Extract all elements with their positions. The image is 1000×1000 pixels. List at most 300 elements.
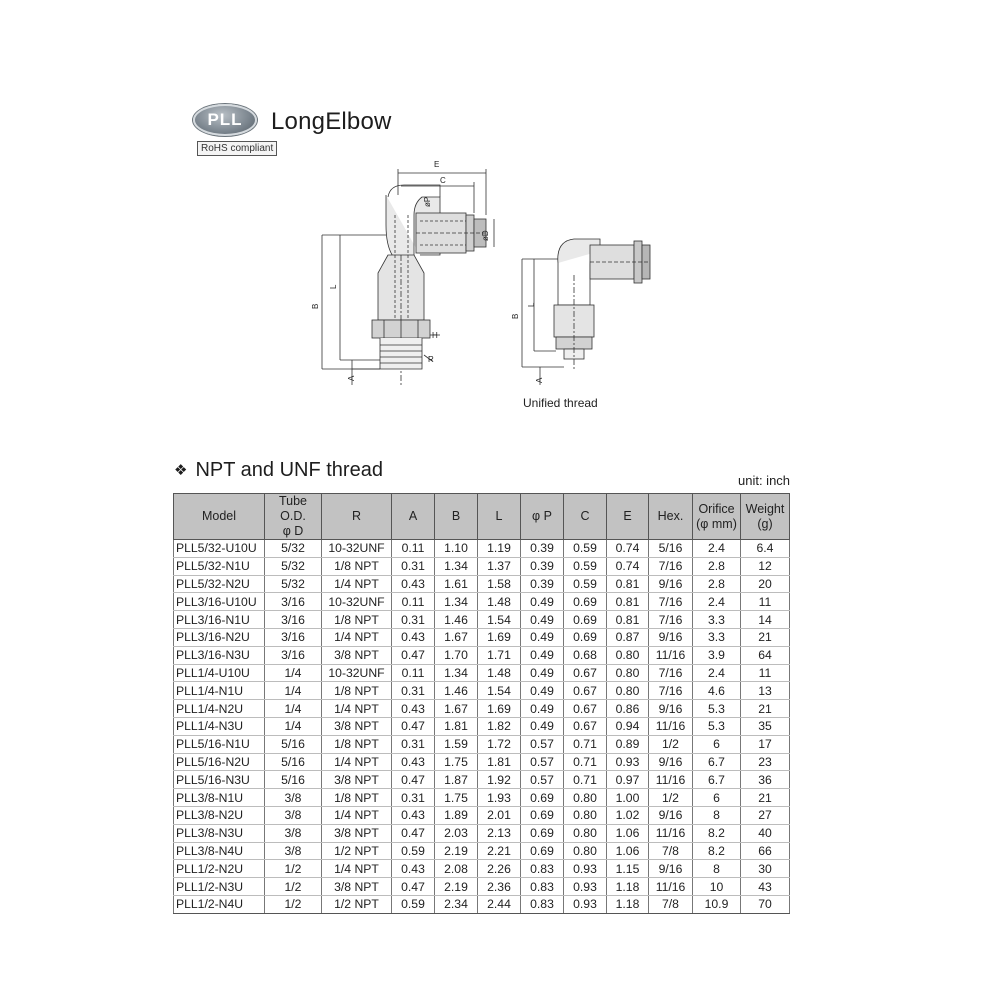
cell-a: 0.43 xyxy=(392,753,435,771)
table-row xyxy=(174,806,790,824)
cell-a: 0.59 xyxy=(392,842,435,860)
cell-c: 0.67 xyxy=(564,664,607,682)
cell-model: PLL5/16-N1U xyxy=(174,735,265,753)
cell-b: 2.03 xyxy=(435,824,478,842)
cell-hex: 11/16 xyxy=(649,717,693,735)
cell-weight: 27 xyxy=(741,806,790,824)
cell-tube-od: 3/8 xyxy=(265,824,322,842)
cell-orifice: 6.7 xyxy=(693,753,741,771)
cell-b: 1.67 xyxy=(435,700,478,718)
column-header-e: E xyxy=(607,494,649,540)
cell-hex: 9/16 xyxy=(649,806,693,824)
cell-model: PLL3/8-N4U xyxy=(174,842,265,860)
cell-tube-od: 5/32 xyxy=(265,557,322,575)
column-header-r: R xyxy=(322,494,392,540)
cell-b: 1.87 xyxy=(435,771,478,789)
column-header-tube-od: Tube O.D. φ D xyxy=(265,494,322,540)
table-row xyxy=(174,878,790,896)
cell-c: 0.93 xyxy=(564,895,607,913)
label-l-unf: L xyxy=(527,302,536,307)
cell-tube-od: 1/4 xyxy=(265,682,322,700)
cell-e: 0.80 xyxy=(607,682,649,700)
table-row xyxy=(174,717,790,735)
cell-a: 0.47 xyxy=(392,771,435,789)
cell-l: 1.72 xyxy=(478,735,521,753)
cell-model: PLL3/8-N1U xyxy=(174,789,265,807)
cell-p: 0.49 xyxy=(521,664,564,682)
column-header-b: B xyxy=(435,494,478,540)
cell-p: 0.69 xyxy=(521,806,564,824)
cell-p: 0.49 xyxy=(521,700,564,718)
cell-hex: 1/2 xyxy=(649,735,693,753)
spec-table xyxy=(173,493,790,914)
cell-model: PLL3/16-N2U xyxy=(174,628,265,646)
cell-hex: 7/8 xyxy=(649,842,693,860)
cell-orifice: 6 xyxy=(693,789,741,807)
cell-weight: 17 xyxy=(741,735,790,753)
cell-weight: 36 xyxy=(741,771,790,789)
section-title-text: NPT and UNF thread xyxy=(195,459,383,481)
cell-p: 0.69 xyxy=(521,789,564,807)
cell-p: 0.49 xyxy=(521,717,564,735)
table-row xyxy=(174,700,790,718)
cell-tube-od: 1/2 xyxy=(265,878,322,896)
cell-model: PLL1/4-N2U xyxy=(174,700,265,718)
cell-tube-od: 3/8 xyxy=(265,842,322,860)
label-e: E xyxy=(434,160,440,169)
cell-b: 1.59 xyxy=(435,735,478,753)
cell-orifice: 8 xyxy=(693,860,741,878)
cell-tube-od: 5/16 xyxy=(265,735,322,753)
table-row xyxy=(174,842,790,860)
cell-p: 0.69 xyxy=(521,824,564,842)
cell-b: 2.19 xyxy=(435,842,478,860)
cell-model: PLL3/16-N1U xyxy=(174,611,265,629)
cell-hex: 9/16 xyxy=(649,628,693,646)
label-r: R xyxy=(428,355,434,364)
cell-l: 2.36 xyxy=(478,878,521,896)
cell-hex: 5/16 xyxy=(649,540,693,558)
cell-c: 0.71 xyxy=(564,771,607,789)
cell-hex: 11/16 xyxy=(649,771,693,789)
cell-hex: 7/16 xyxy=(649,611,693,629)
cell-r: 1/8 NPT xyxy=(322,682,392,700)
cell-a: 0.43 xyxy=(392,860,435,878)
cell-e: 0.74 xyxy=(607,540,649,558)
unit-note: unit: inch xyxy=(738,473,791,488)
cell-weight: 11 xyxy=(741,593,790,611)
cell-hex: 7/16 xyxy=(649,593,693,611)
cell-r: 1/8 NPT xyxy=(322,735,392,753)
cell-model: PLL3/16-N3U xyxy=(174,646,265,664)
cell-b: 2.08 xyxy=(435,860,478,878)
table-row xyxy=(174,771,790,789)
cell-model: PLL1/2-N4U xyxy=(174,895,265,913)
cell-tube-od: 5/32 xyxy=(265,540,322,558)
cell-p: 0.39 xyxy=(521,557,564,575)
cell-r: 1/2 NPT xyxy=(322,842,392,860)
cell-orifice: 2.4 xyxy=(693,540,741,558)
cell-p: 0.49 xyxy=(521,682,564,700)
section-title xyxy=(174,459,383,482)
cell-r: 3/8 NPT xyxy=(322,824,392,842)
cell-b: 1.34 xyxy=(435,593,478,611)
column-header-model: Model xyxy=(174,494,265,540)
table-row xyxy=(174,628,790,646)
table-row xyxy=(174,664,790,682)
cell-e: 0.80 xyxy=(607,664,649,682)
cell-c: 0.71 xyxy=(564,753,607,771)
cell-r: 3/8 NPT xyxy=(322,771,392,789)
column-header-p: φ P xyxy=(521,494,564,540)
pll-logo xyxy=(193,104,257,136)
cell-b: 2.34 xyxy=(435,895,478,913)
cell-model: PLL5/32-N2U xyxy=(174,575,265,593)
cell-tube-od: 3/8 xyxy=(265,789,322,807)
table-header-row xyxy=(174,494,790,540)
cell-hex: 7/8 xyxy=(649,895,693,913)
cell-tube-od: 1/2 xyxy=(265,860,322,878)
cell-l: 1.37 xyxy=(478,557,521,575)
cell-p: 0.39 xyxy=(521,540,564,558)
label-p: øP xyxy=(423,196,432,207)
cell-p: 0.69 xyxy=(521,842,564,860)
cell-a: 0.47 xyxy=(392,717,435,735)
rohs-badge: RoHS compliant xyxy=(197,141,277,156)
label-b: B xyxy=(311,303,320,309)
table-row xyxy=(174,682,790,700)
cell-e: 0.87 xyxy=(607,628,649,646)
cell-weight: 12 xyxy=(741,557,790,575)
label-a: A xyxy=(347,375,356,381)
unified-thread-caption: Unified thread xyxy=(523,396,598,410)
cell-a: 0.11 xyxy=(392,664,435,682)
cell-orifice: 3.3 xyxy=(693,628,741,646)
cell-c: 0.69 xyxy=(564,611,607,629)
cell-p: 0.83 xyxy=(521,895,564,913)
cell-a: 0.31 xyxy=(392,682,435,700)
cell-b: 1.34 xyxy=(435,557,478,575)
cell-orifice: 2.4 xyxy=(693,664,741,682)
cell-hex: 1/2 xyxy=(649,789,693,807)
cell-c: 0.59 xyxy=(564,540,607,558)
cell-r: 10-32UNF xyxy=(322,664,392,682)
cell-e: 0.93 xyxy=(607,753,649,771)
cell-tube-od: 5/16 xyxy=(265,771,322,789)
cell-l: 1.81 xyxy=(478,753,521,771)
cell-weight: 14 xyxy=(741,611,790,629)
cell-p: 0.49 xyxy=(521,628,564,646)
cell-orifice: 8.2 xyxy=(693,824,741,842)
cell-weight: 13 xyxy=(741,682,790,700)
table-row xyxy=(174,789,790,807)
cell-l: 1.93 xyxy=(478,789,521,807)
cell-c: 0.93 xyxy=(564,860,607,878)
cell-tube-od: 3/16 xyxy=(265,593,322,611)
cell-l: 1.48 xyxy=(478,593,521,611)
column-header-l: L xyxy=(478,494,521,540)
cell-hex: 7/16 xyxy=(649,557,693,575)
cell-model: PLL5/32-N1U xyxy=(174,557,265,575)
cell-b: 1.75 xyxy=(435,789,478,807)
cell-a: 0.47 xyxy=(392,878,435,896)
table-row xyxy=(174,753,790,771)
cell-a: 0.43 xyxy=(392,628,435,646)
cell-e: 0.81 xyxy=(607,593,649,611)
cell-b: 1.89 xyxy=(435,806,478,824)
cell-l: 2.13 xyxy=(478,824,521,842)
cell-a: 0.43 xyxy=(392,575,435,593)
cell-tube-od: 5/16 xyxy=(265,753,322,771)
cell-tube-od: 5/32 xyxy=(265,575,322,593)
cell-a: 0.31 xyxy=(392,735,435,753)
table-row xyxy=(174,557,790,575)
cell-r: 1/4 NPT xyxy=(322,628,392,646)
cell-model: PLL3/8-N3U xyxy=(174,824,265,842)
cell-c: 0.80 xyxy=(564,789,607,807)
cell-tube-od: 1/4 xyxy=(265,717,322,735)
cell-hex: 7/16 xyxy=(649,682,693,700)
cell-l: 1.71 xyxy=(478,646,521,664)
cell-hex: 9/16 xyxy=(649,575,693,593)
cell-r: 1/4 NPT xyxy=(322,806,392,824)
cell-hex: 11/16 xyxy=(649,878,693,896)
cell-e: 1.02 xyxy=(607,806,649,824)
cell-b: 1.61 xyxy=(435,575,478,593)
cell-model: PLL3/16-U10U xyxy=(174,593,265,611)
cell-model: PLL1/4-N3U xyxy=(174,717,265,735)
cell-l: 1.69 xyxy=(478,628,521,646)
table-row xyxy=(174,824,790,842)
cell-c: 0.93 xyxy=(564,878,607,896)
label-d: øD xyxy=(481,230,490,241)
column-header-orifice: Orifice (φ mm) xyxy=(693,494,741,540)
cell-model: PLL1/2-N2U xyxy=(174,860,265,878)
cell-b: 1.67 xyxy=(435,628,478,646)
table-row xyxy=(174,575,790,593)
cell-e: 1.06 xyxy=(607,842,649,860)
cell-b: 1.75 xyxy=(435,753,478,771)
table-row xyxy=(174,646,790,664)
cell-a: 0.43 xyxy=(392,806,435,824)
cell-tube-od: 1/4 xyxy=(265,664,322,682)
cell-p: 0.39 xyxy=(521,575,564,593)
cell-l: 1.19 xyxy=(478,540,521,558)
brand-header xyxy=(193,104,403,158)
label-b-unf: B xyxy=(511,313,520,319)
cell-r: 1/4 NPT xyxy=(322,860,392,878)
npt-fitting-drawing xyxy=(311,160,494,385)
diamond-bullet-icon: ❖ xyxy=(174,462,188,479)
cell-hex: 11/16 xyxy=(649,646,693,664)
table-row xyxy=(174,593,790,611)
cell-weight: 6.4 xyxy=(741,540,790,558)
cell-model: PLL1/4-U10U xyxy=(174,664,265,682)
cell-l: 2.01 xyxy=(478,806,521,824)
cell-b: 1.34 xyxy=(435,664,478,682)
cell-e: 1.15 xyxy=(607,860,649,878)
cell-orifice: 8 xyxy=(693,806,741,824)
cell-l: 1.69 xyxy=(478,700,521,718)
cell-e: 1.18 xyxy=(607,895,649,913)
cell-hex: 11/16 xyxy=(649,824,693,842)
cell-weight: 35 xyxy=(741,717,790,735)
cell-weight: 70 xyxy=(741,895,790,913)
cell-a: 0.43 xyxy=(392,700,435,718)
cell-r: 1/4 NPT xyxy=(322,575,392,593)
cell-b: 2.19 xyxy=(435,878,478,896)
cell-r: 3/8 NPT xyxy=(322,717,392,735)
cell-tube-od: 3/16 xyxy=(265,611,322,629)
cell-l: 1.82 xyxy=(478,717,521,735)
cell-r: 1/8 NPT xyxy=(322,557,392,575)
cell-l: 1.48 xyxy=(478,664,521,682)
cell-hex: 7/16 xyxy=(649,664,693,682)
cell-l: 1.58 xyxy=(478,575,521,593)
cell-weight: 11 xyxy=(741,664,790,682)
cell-tube-od: 1/4 xyxy=(265,700,322,718)
logo-text: PLL xyxy=(207,110,243,129)
cell-c: 0.80 xyxy=(564,806,607,824)
cell-l: 2.21 xyxy=(478,842,521,860)
cell-l: 1.92 xyxy=(478,771,521,789)
cell-p: 0.49 xyxy=(521,593,564,611)
column-header-a: A xyxy=(392,494,435,540)
cell-c: 0.67 xyxy=(564,700,607,718)
dimension-diagram xyxy=(300,155,680,395)
cell-b: 1.70 xyxy=(435,646,478,664)
cell-l: 2.26 xyxy=(478,860,521,878)
cell-b: 1.46 xyxy=(435,611,478,629)
cell-model: PLL5/16-N2U xyxy=(174,753,265,771)
cell-e: 0.81 xyxy=(607,611,649,629)
column-header-hex: Hex. xyxy=(649,494,693,540)
cell-e: 0.74 xyxy=(607,557,649,575)
cell-tube-od: 3/16 xyxy=(265,628,322,646)
cell-r: 10-32UNF xyxy=(322,593,392,611)
cell-e: 0.97 xyxy=(607,771,649,789)
cell-a: 0.31 xyxy=(392,557,435,575)
table-row xyxy=(174,860,790,878)
cell-p: 0.49 xyxy=(521,646,564,664)
cell-l: 1.54 xyxy=(478,611,521,629)
cell-c: 0.80 xyxy=(564,842,607,860)
cell-e: 0.89 xyxy=(607,735,649,753)
cell-r: 1/4 NPT xyxy=(322,700,392,718)
cell-e: 0.94 xyxy=(607,717,649,735)
cell-hex: 9/16 xyxy=(649,700,693,718)
cell-orifice: 2.4 xyxy=(693,593,741,611)
cell-b: 1.10 xyxy=(435,540,478,558)
cell-b: 1.81 xyxy=(435,717,478,735)
column-header-c: C xyxy=(564,494,607,540)
cell-e: 0.81 xyxy=(607,575,649,593)
cell-a: 0.47 xyxy=(392,824,435,842)
cell-orifice: 3.3 xyxy=(693,611,741,629)
cell-a: 0.47 xyxy=(392,646,435,664)
label-h: H xyxy=(432,331,438,340)
cell-orifice: 10 xyxy=(693,878,741,896)
cell-hex: 9/16 xyxy=(649,753,693,771)
cell-weight: 40 xyxy=(741,824,790,842)
cell-hex: 9/16 xyxy=(649,860,693,878)
cell-e: 0.86 xyxy=(607,700,649,718)
cell-b: 1.46 xyxy=(435,682,478,700)
table-row xyxy=(174,611,790,629)
cell-e: 0.80 xyxy=(607,646,649,664)
cell-l: 1.54 xyxy=(478,682,521,700)
cell-orifice: 8.2 xyxy=(693,842,741,860)
cell-weight: 66 xyxy=(741,842,790,860)
cell-a: 0.31 xyxy=(392,611,435,629)
cell-c: 0.59 xyxy=(564,575,607,593)
cell-weight: 30 xyxy=(741,860,790,878)
cell-c: 0.67 xyxy=(564,717,607,735)
cell-r: 1/8 NPT xyxy=(322,789,392,807)
cell-r: 1/8 NPT xyxy=(322,611,392,629)
cell-weight: 21 xyxy=(741,700,790,718)
cell-e: 1.18 xyxy=(607,878,649,896)
unf-fitting-drawing xyxy=(511,239,650,385)
cell-orifice: 10.9 xyxy=(693,895,741,913)
cell-p: 0.57 xyxy=(521,753,564,771)
cell-orifice: 5.3 xyxy=(693,717,741,735)
cell-tube-od: 3/16 xyxy=(265,646,322,664)
cell-r: 10-32UNF xyxy=(322,540,392,558)
cell-weight: 21 xyxy=(741,628,790,646)
cell-c: 0.69 xyxy=(564,628,607,646)
cell-orifice: 3.9 xyxy=(693,646,741,664)
cell-orifice: 2.8 xyxy=(693,575,741,593)
cell-weight: 20 xyxy=(741,575,790,593)
cell-p: 0.57 xyxy=(521,735,564,753)
table-row xyxy=(174,895,790,913)
cell-c: 0.71 xyxy=(564,735,607,753)
cell-r: 3/8 NPT xyxy=(322,878,392,896)
cell-weight: 64 xyxy=(741,646,790,664)
product-title: LongElbow xyxy=(271,108,392,135)
cell-a: 0.11 xyxy=(392,540,435,558)
cell-tube-od: 1/2 xyxy=(265,895,322,913)
cell-model: PLL5/16-N3U xyxy=(174,771,265,789)
cell-weight: 23 xyxy=(741,753,790,771)
cell-p: 0.49 xyxy=(521,611,564,629)
cell-a: 0.11 xyxy=(392,593,435,611)
cell-tube-od: 3/8 xyxy=(265,806,322,824)
label-c: C xyxy=(440,176,446,185)
cell-c: 0.68 xyxy=(564,646,607,664)
cell-model: PLL3/8-N2U xyxy=(174,806,265,824)
column-header-weight: Weight (g) xyxy=(741,494,790,540)
cell-p: 0.83 xyxy=(521,878,564,896)
label-a-unf: A xyxy=(535,377,544,383)
cell-r: 1/2 NPT xyxy=(322,895,392,913)
cell-c: 0.69 xyxy=(564,593,607,611)
cell-r: 1/4 NPT xyxy=(322,753,392,771)
cell-e: 1.00 xyxy=(607,789,649,807)
cell-model: PLL1/4-N1U xyxy=(174,682,265,700)
cell-c: 0.67 xyxy=(564,682,607,700)
table-row xyxy=(174,540,790,558)
cell-orifice: 6 xyxy=(693,735,741,753)
cell-model: PLL1/2-N3U xyxy=(174,878,265,896)
cell-orifice: 2.8 xyxy=(693,557,741,575)
cell-l: 2.44 xyxy=(478,895,521,913)
cell-c: 0.80 xyxy=(564,824,607,842)
cell-a: 0.31 xyxy=(392,789,435,807)
cell-weight: 43 xyxy=(741,878,790,896)
cell-c: 0.59 xyxy=(564,557,607,575)
